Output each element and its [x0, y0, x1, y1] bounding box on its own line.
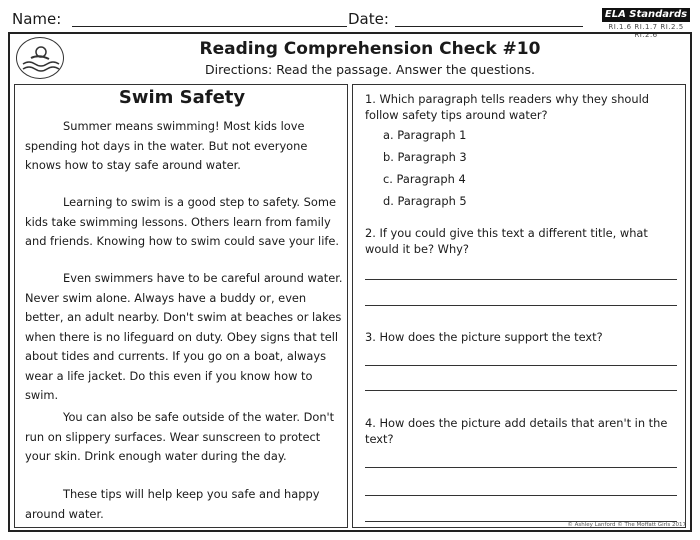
- q2-answer-line[interactable]: [365, 279, 677, 280]
- q4-answer-line[interactable]: [365, 467, 677, 468]
- q3-answer-line[interactable]: [365, 390, 677, 391]
- ela-standards-badge: ELA Standards: [602, 8, 690, 22]
- name-date-bar: [10, 6, 690, 39]
- question-1: 1. Which paragraph tells readers why they should follow safety tips around water?: [365, 92, 650, 122]
- worksheet-header: [10, 34, 690, 82]
- q1-option-d[interactable]: d. Paragraph 5: [383, 194, 467, 208]
- q1-option-c[interactable]: c. Paragraph 4: [383, 172, 466, 186]
- page-title: Reading Comprehension Check #10: [199, 39, 541, 59]
- name-label: Name:: [12, 10, 62, 28]
- passage-paragraph-5: These tips will help keep you safe and happy around water.: [25, 487, 320, 521]
- q4-answer-line[interactable]: [365, 495, 677, 496]
- footer-credit: © Ashley Lanford © The Moffatt Girls 2017: [567, 522, 686, 528]
- swimmer-icon: [16, 37, 64, 79]
- directions: Directions: Read the passage. Answer the questions.: [205, 62, 535, 77]
- passage-title: Swim Safety: [118, 87, 246, 108]
- worksheet: [8, 32, 692, 532]
- ela-standard-codes: RI.1.6 RI.1.7 RI.2.5 RI.2.6: [608, 23, 684, 39]
- passage-paragraph-1: Summer means swimming! Most kids love spending hot days in the water. But not everyone knows how to stay safe around water.: [25, 119, 308, 172]
- q2-answer-line[interactable]: [365, 305, 677, 306]
- passage-paragraph-2: Learning to swim is a good step to safety. Some kids take swimming lessons. Others learn from family and friends. Knowing how to swim could save your life.: [25, 195, 340, 248]
- question-3: 3. How does the picture support the text?: [365, 330, 603, 344]
- date-label: Date:: [348, 10, 389, 28]
- q3-answer-line[interactable]: [365, 365, 677, 366]
- name-field[interactable]: [72, 26, 347, 27]
- q1-option-b[interactable]: b. Paragraph 3: [383, 150, 467, 164]
- question-4: 4. How does the picture add details that aren't in the text?: [365, 416, 668, 446]
- date-field[interactable]: [395, 26, 583, 27]
- question-2: 2. If you could give this text a different title, what would it be? Why?: [365, 226, 648, 256]
- q1-option-a[interactable]: a. Paragraph 1: [383, 128, 467, 142]
- passage-paragraph-4: You can also be safe outside of the water. Don't run on slippery surfaces. Wear sunscreen to protect your skin. Drink enough water during the day.: [25, 410, 335, 463]
- passage-paragraph-3: Even swimmers have to be careful around water. Never swim alone. Always have a buddy or, even better, an adult nearby. Don't swim at beaches or lakes when there is no lifeguard on duty. Obey signs that tell about tides and currents. If you go on a boat, always wear a life jacket. Do this even if you know how to swim.: [25, 271, 343, 402]
- passage-panel: [14, 84, 348, 528]
- questions-panel: [352, 84, 686, 528]
